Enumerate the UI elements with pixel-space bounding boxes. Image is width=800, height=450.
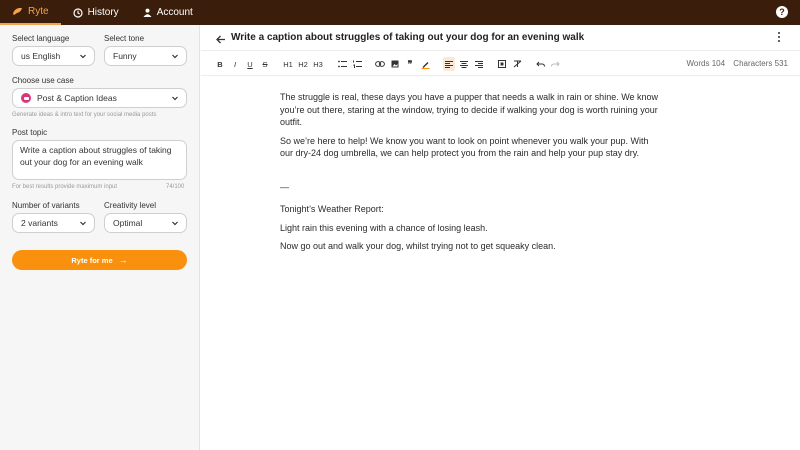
- back-arrow-icon[interactable]: [215, 32, 226, 50]
- word-count: Words 104: [686, 59, 726, 68]
- document-header: [201, 25, 800, 51]
- more-options-icon[interactable]: [778, 31, 781, 44]
- chevron-down-icon: [171, 52, 179, 62]
- italic-button[interactable]: I: [233, 59, 237, 69]
- tone-select[interactable]: [104, 46, 187, 66]
- variants-label: Number of variants: [12, 201, 80, 210]
- tab-history[interactable]: [61, 0, 131, 25]
- language-select[interactable]: [12, 46, 95, 66]
- ryte-logo-icon: [12, 7, 23, 16]
- clear-format-icon[interactable]: [511, 52, 523, 76]
- chevron-down-icon: [171, 94, 179, 104]
- editor-pane: [201, 25, 800, 450]
- chevron-down-icon: [79, 52, 87, 62]
- image-icon[interactable]: [389, 52, 401, 76]
- document-title: Write a caption about struggles of taking out your dog for an evening walk: [231, 32, 585, 43]
- creativity-select[interactable]: [104, 213, 187, 233]
- heading-3-button[interactable]: H3: [313, 59, 323, 69]
- paragraph: The struggle is real, these days you have a pupper that needs a walk in rain or shine. We know you’re out there, staring at the window, trying to decide if walking your dog is worth ruining your outfit.: [280, 92, 659, 127]
- undo-icon[interactable]: [534, 52, 546, 76]
- link-icon[interactable]: [374, 52, 386, 76]
- highlight-pen-icon[interactable]: [419, 52, 431, 76]
- strikethrough-button[interactable]: S: [262, 59, 268, 69]
- tone-label: Select tone: [104, 34, 145, 43]
- tone-value: Funny: [113, 51, 137, 61]
- formatting-toolbar: [201, 52, 800, 76]
- paragraph: Now go out and walk your dog, whilst trying not to get squeaky clean.: [280, 241, 556, 251]
- post-caption-icon: [21, 93, 31, 103]
- ryte-for-me-button[interactable]: [12, 250, 187, 270]
- tab-history-label: History: [87, 7, 119, 18]
- paragraph: Light rain this evening with a chance of losing leash.: [280, 222, 488, 233]
- topic-label: Post topic: [12, 128, 48, 137]
- use-case-hint: Generate ideas & intro text for your social media posts: [12, 112, 157, 118]
- align-center-icon[interactable]: [458, 52, 470, 76]
- use-case-select[interactable]: [12, 88, 187, 108]
- use-case-label: Choose use case: [12, 76, 74, 85]
- top-nav: [0, 0, 800, 25]
- topic-textarea[interactable]: Write a caption about struggles of taking out your dog for an evening walk: [12, 140, 187, 180]
- paragraph: So we’re here to help! We know you want to look on point whenever you walk your pup. With our dry-24 dog umbrella, we can help protect you from the rain and help your pup stay dry.: [280, 135, 649, 158]
- topic-char-count: 74/100: [166, 184, 185, 190]
- tab-account[interactable]: [131, 0, 205, 25]
- align-left-icon[interactable]: [443, 57, 455, 71]
- chevron-down-icon: [171, 219, 179, 229]
- numbered-list-icon[interactable]: [351, 52, 363, 76]
- arrow-right-icon: →: [118, 255, 128, 265]
- character-count: Characters 531: [733, 59, 788, 68]
- bold-button[interactable]: B: [217, 59, 223, 69]
- chevron-down-icon: [79, 219, 87, 229]
- separator: —: [280, 181, 289, 192]
- variants-value: 2 variants: [21, 218, 58, 228]
- tab-account-label: Account: [156, 7, 193, 18]
- embed-icon[interactable]: [496, 52, 508, 76]
- topic-hint: For best results provide maximum input: [12, 184, 118, 190]
- ryte-for-me-label: Ryte for me: [71, 255, 113, 265]
- language-value: us English: [21, 51, 61, 61]
- help-icon[interactable]: ?: [776, 6, 788, 18]
- editor-content[interactable]: [280, 91, 660, 259]
- sidebar: [0, 25, 200, 450]
- heading-2-button[interactable]: H2: [298, 59, 308, 69]
- tab-ryte-label: Ryte: [28, 6, 49, 17]
- heading-1-button[interactable]: H1: [283, 59, 293, 69]
- underline-button[interactable]: U: [247, 59, 253, 69]
- creativity-label: Creativity level: [104, 201, 157, 210]
- quote-icon[interactable]: ❞: [407, 58, 413, 69]
- document-stats: [681, 59, 788, 68]
- paragraph: Tonight’s Weather Report:: [280, 204, 384, 214]
- redo-icon[interactable]: [549, 52, 561, 76]
- creativity-value: Optimal: [113, 218, 143, 228]
- user-icon: [143, 8, 152, 17]
- align-right-icon[interactable]: [473, 52, 485, 76]
- use-case-value: Post & Caption Ideas: [37, 93, 117, 103]
- clock-icon: [73, 8, 83, 18]
- language-label: Select language: [12, 34, 70, 43]
- variants-select[interactable]: [12, 213, 95, 233]
- bullet-list-icon[interactable]: [336, 52, 348, 76]
- tab-ryte[interactable]: [0, 0, 61, 25]
